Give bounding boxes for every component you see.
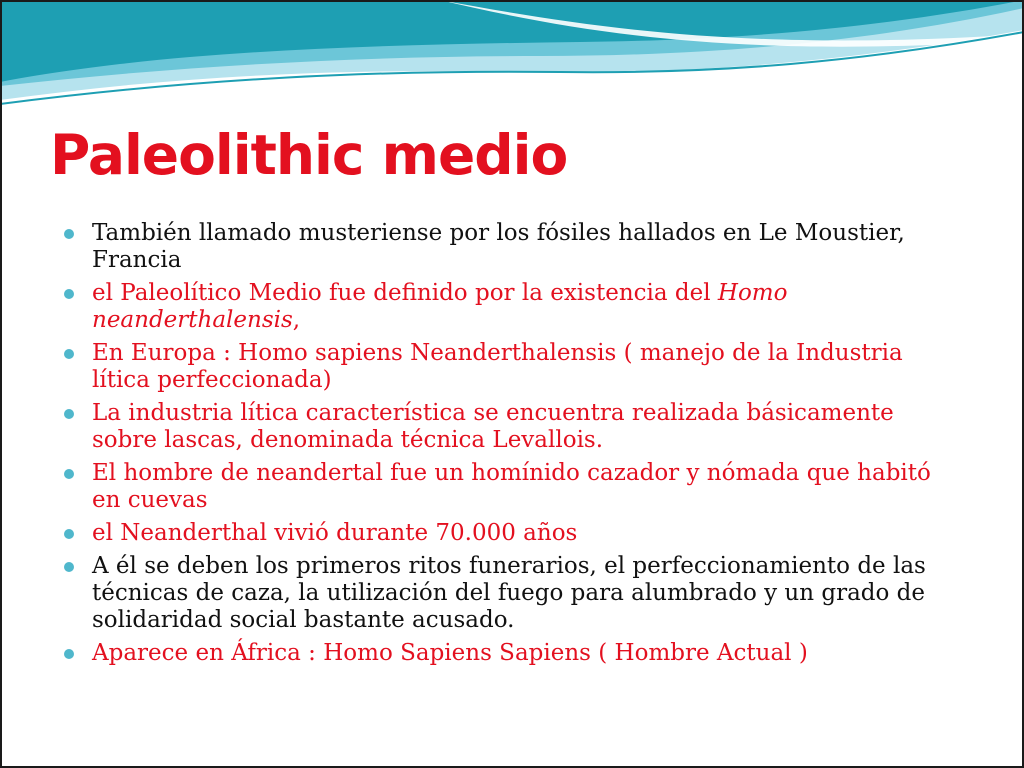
bullet-dot-icon [64, 529, 74, 539]
bullet-dot-icon [64, 409, 74, 419]
bullet-text: En Europa : Homo sapiens Neanderthalensis ( manejo de la Industria lítica perfeccionada) [92, 340, 903, 393]
bullet-item [64, 553, 964, 634]
bullet-item [64, 460, 964, 514]
bullet-item [64, 520, 964, 547]
bullet-dot-icon [64, 469, 74, 479]
bullet-item [64, 640, 964, 667]
bullet-item [64, 280, 964, 334]
slide-title: Paleolithic medio [50, 123, 568, 187]
slide-border-left [0, 0, 2, 768]
bullet-item [64, 220, 964, 274]
bullet-text-part: , [292, 307, 301, 333]
bullet-list [64, 220, 964, 673]
bullet-dot-icon [64, 649, 74, 659]
bullet-text: El hombre de neandertal fue un homínido cazador y nómada que habitó en cuevas [92, 460, 931, 513]
bullet-item [64, 340, 964, 394]
bullet-dot-icon [64, 289, 74, 299]
slide-border-top [0, 0, 1024, 2]
decorative-wave-header [0, 0, 1024, 120]
bullet-text: La industria lítica característica se encuentra realizada básicamente sobre lascas, denominada técnica Levallois. [92, 400, 894, 453]
bullet-text: También llamado musteriense por los fósiles hallados en Le Moustier, Francia [92, 220, 905, 273]
bullet-dot-icon [64, 349, 74, 359]
bullet-text-italic: Homo neanderthalensis [92, 280, 788, 333]
bullet-text: el Neanderthal vivió durante 70.000 años [92, 520, 578, 546]
bullet-dot-icon [64, 229, 74, 239]
bullet-text: A él se deben los primeros ritos funerarios, el perfeccionamiento de las técnicas de caza, la utilización del fuego para alumbrado y un grado de solidaridad social bastante acusado. [92, 553, 926, 633]
bullet-text: Aparece en África : Homo Sapiens Sapiens ( Hombre Actual ) [92, 640, 808, 666]
bullet-text-part: el Paleolítico Medio fue definido por la existencia del [92, 280, 718, 306]
bullet-text [92, 280, 964, 334]
bullet-dot-icon [64, 562, 74, 572]
bullet-item [64, 400, 964, 454]
